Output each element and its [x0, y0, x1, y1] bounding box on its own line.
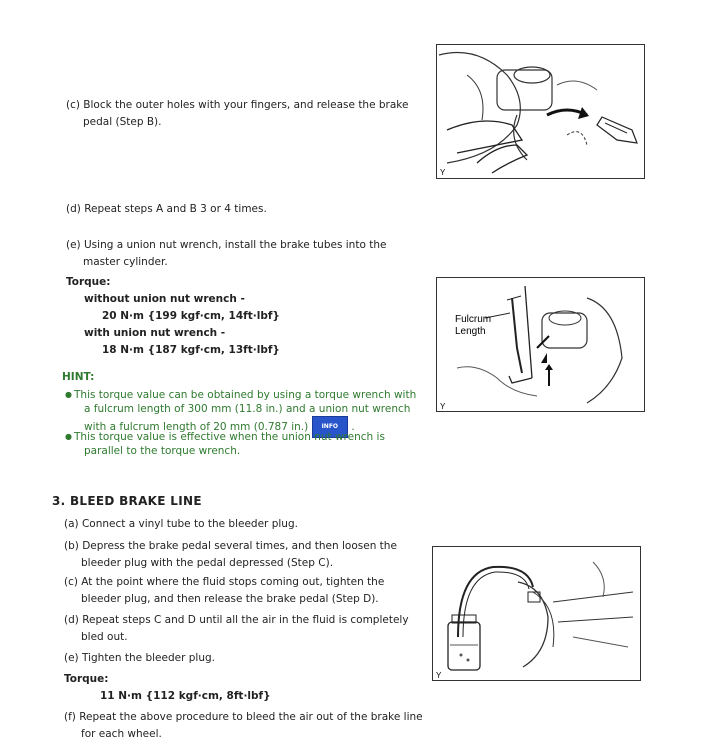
s3-step-d-line2: bled out.: [81, 631, 128, 643]
s3-step-e: (e) Tighten the bleeder plug.: [64, 652, 215, 664]
s3-step-c-line1: (c) At the point where the fluid stops coming out, tighten the: [64, 576, 385, 588]
torque-without-label: without union nut wrench -: [84, 293, 245, 305]
figure-2-drawing: [437, 278, 644, 411]
hint-bullet-2: [74, 430, 385, 458]
hint-b2-line1: ● This torque value is effective when the union nut wrench is: [74, 431, 385, 443]
figure-3-corner-mark: Y: [436, 671, 442, 680]
section-title-bleed-brake-line: 3. BLEED BRAKE LINE: [52, 494, 202, 508]
figure-bleeder-tube: [432, 546, 641, 681]
hint-b1-line2: a fulcrum length of 300 mm (11.8 in.) and a union nut wrench: [84, 403, 411, 415]
step-e-line2: master cylinder.: [83, 256, 168, 268]
figure-master-cylinder-fingers: [436, 44, 645, 179]
torque-with-label: with union nut wrench -: [84, 327, 226, 339]
s3-step-d-line1: (d) Repeat steps C and D until all the air in the fluid is completely: [64, 614, 409, 626]
s3-step-f-line2: for each wheel.: [81, 728, 162, 740]
torque-without-value: 20 N·m {199 kgf·cm, 14ft·lbf}: [102, 310, 280, 322]
fulcrum-label-line1: Fulcrum: [455, 314, 492, 325]
s3-step-a: (a) Connect a vinyl tube to the bleeder plug.: [64, 518, 298, 530]
hint-label: HINT:: [62, 371, 95, 383]
torque-with-value: 18 N·m {187 kgf·cm, 13ft·lbf}: [102, 344, 280, 356]
info-button[interactable]: INFO: [312, 416, 348, 438]
figure-1-drawing: [437, 45, 644, 178]
hint-b2-line2: parallel to the torque wrench.: [84, 445, 241, 457]
s3-torque-value: 11 N·m {112 kgf·cm, 8ft·lbf}: [100, 690, 271, 702]
figure-1-corner-mark: Y: [440, 168, 446, 177]
hint-b1-end: .: [351, 421, 355, 433]
s3-step-f-line1: (f) Repeat the above procedure to bleed the air out of the brake line: [64, 711, 423, 723]
step-d: (d) Repeat steps A and B 3 or 4 times.: [66, 203, 267, 215]
hint-b1-line3: with a fulcrum length of 20 mm (0.787 in.): [84, 421, 309, 433]
step-e-line1: (e) Using a union nut wrench, install the brake tubes into the: [66, 239, 387, 251]
figure-union-nut-wrench: [436, 277, 645, 412]
step-c-line1: (c) Block the outer holes with your fingers, and release the brake: [66, 99, 409, 111]
hint-b1-line1: ● This torque value can be obtained by using a torque wrench with: [74, 389, 417, 401]
s3-step-b-line1: (b) Depress the brake pedal several times, and then loosen the: [64, 540, 397, 552]
s3-torque-label: Torque:: [64, 673, 109, 685]
figure-2-corner-mark: Y: [440, 402, 446, 411]
figure-3-drawing: [433, 547, 640, 680]
torque-label: Torque:: [66, 276, 111, 288]
fulcrum-label-line2: Length: [455, 326, 486, 337]
step-c-line2: pedal (Step B).: [83, 116, 162, 128]
s3-step-b-line2: bleeder plug with the pedal depressed (Step C).: [81, 557, 334, 569]
s3-step-c-line2: bleeder plug, and then release the brake pedal (Step D).: [81, 593, 379, 605]
